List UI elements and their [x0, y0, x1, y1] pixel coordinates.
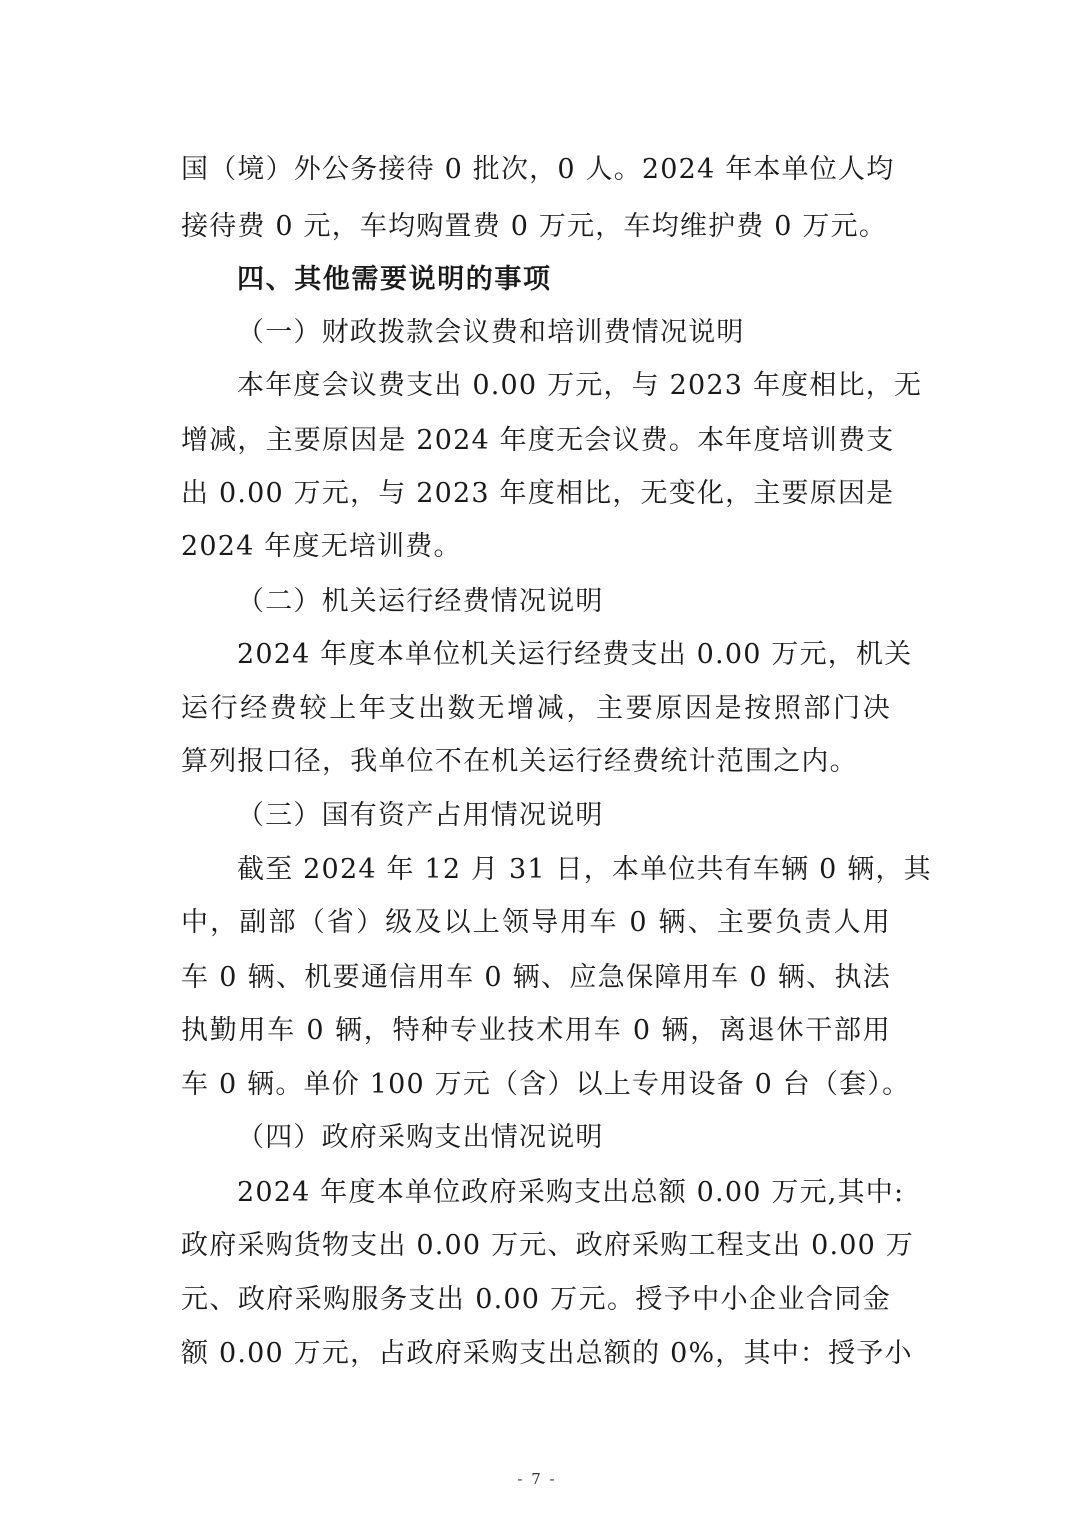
- body-text-line: 出 0.00 万元，与 2023 年度相比，无变化，主要原因是: [181, 478, 895, 509]
- body-text-line: 元、政府采购服务支出 0.00 万元。授予中小企业合同金: [181, 1284, 891, 1315]
- body-text-line: 中，副部（省）级及以上领导用车 0 辆、主要负责人用: [181, 907, 891, 938]
- body-text-line: 接待费 0 元，车均购置费 0 万元，车均维护费 0 万元。: [181, 211, 888, 242]
- body-text-line: 政府采购货物支出 0.00 万元、政府采购工程支出 0.00 万: [181, 1230, 914, 1261]
- subsection-heading: （一）财政拨款会议费和培训费情况说明: [237, 317, 745, 348]
- body-text-line: 执勤用车 0 辆，特种专业技术用车 0 辆，离退休干部用: [181, 1015, 891, 1046]
- body-text-line: 本年度会议费支出 0.00 万元，与 2023 年度相比，无: [237, 370, 923, 401]
- page-number: - 7 -: [517, 1470, 557, 1488]
- body-text-line: 运行经费较上年支出数无增减，主要原因是按照部门决: [181, 693, 891, 724]
- body-text-line: 2024 年度无培训费。: [181, 531, 462, 562]
- subsection-heading: （三）国有资产占用情况说明: [237, 800, 604, 831]
- body-text-line: 国（境）外公务接待 0 批次，0 人。2024 年本单位人均: [181, 154, 895, 185]
- body-text-line: 算列报口径，我单位不在机关运行经费统计范围之内。: [181, 746, 858, 777]
- body-text-line: 车 0 辆。单价 100 万元（含）以上专用设备 0 台（套）。: [181, 1069, 911, 1100]
- body-text-line: 车 0 辆、机要通信用车 0 辆、应急保障用车 0 辆、执法: [181, 962, 891, 993]
- body-text-line: 2024 年度本单位机关运行经费支出 0.00 万元，机关: [237, 639, 913, 670]
- body-text-line: 2024 年度本单位政府采购支出总额 0.00 万元,其中:: [237, 1177, 905, 1208]
- subsection-heading: （二）机关运行经费情况说明: [237, 586, 604, 617]
- section-heading: 四、其他需要说明的事项: [237, 264, 552, 295]
- subsection-heading: （四）政府采购支出情况说明: [237, 1122, 604, 1153]
- body-text-line: 增减，主要原因是 2024 年度无会议费。本年度培训费支: [181, 425, 895, 456]
- body-text-line: 截至 2024 年 12 月 31 日，本单位共有车辆 0 辆，其: [237, 854, 932, 885]
- body-text-line: 额 0.00 万元，占政府采购支出总额的 0%，其中：授予小: [181, 1338, 913, 1369]
